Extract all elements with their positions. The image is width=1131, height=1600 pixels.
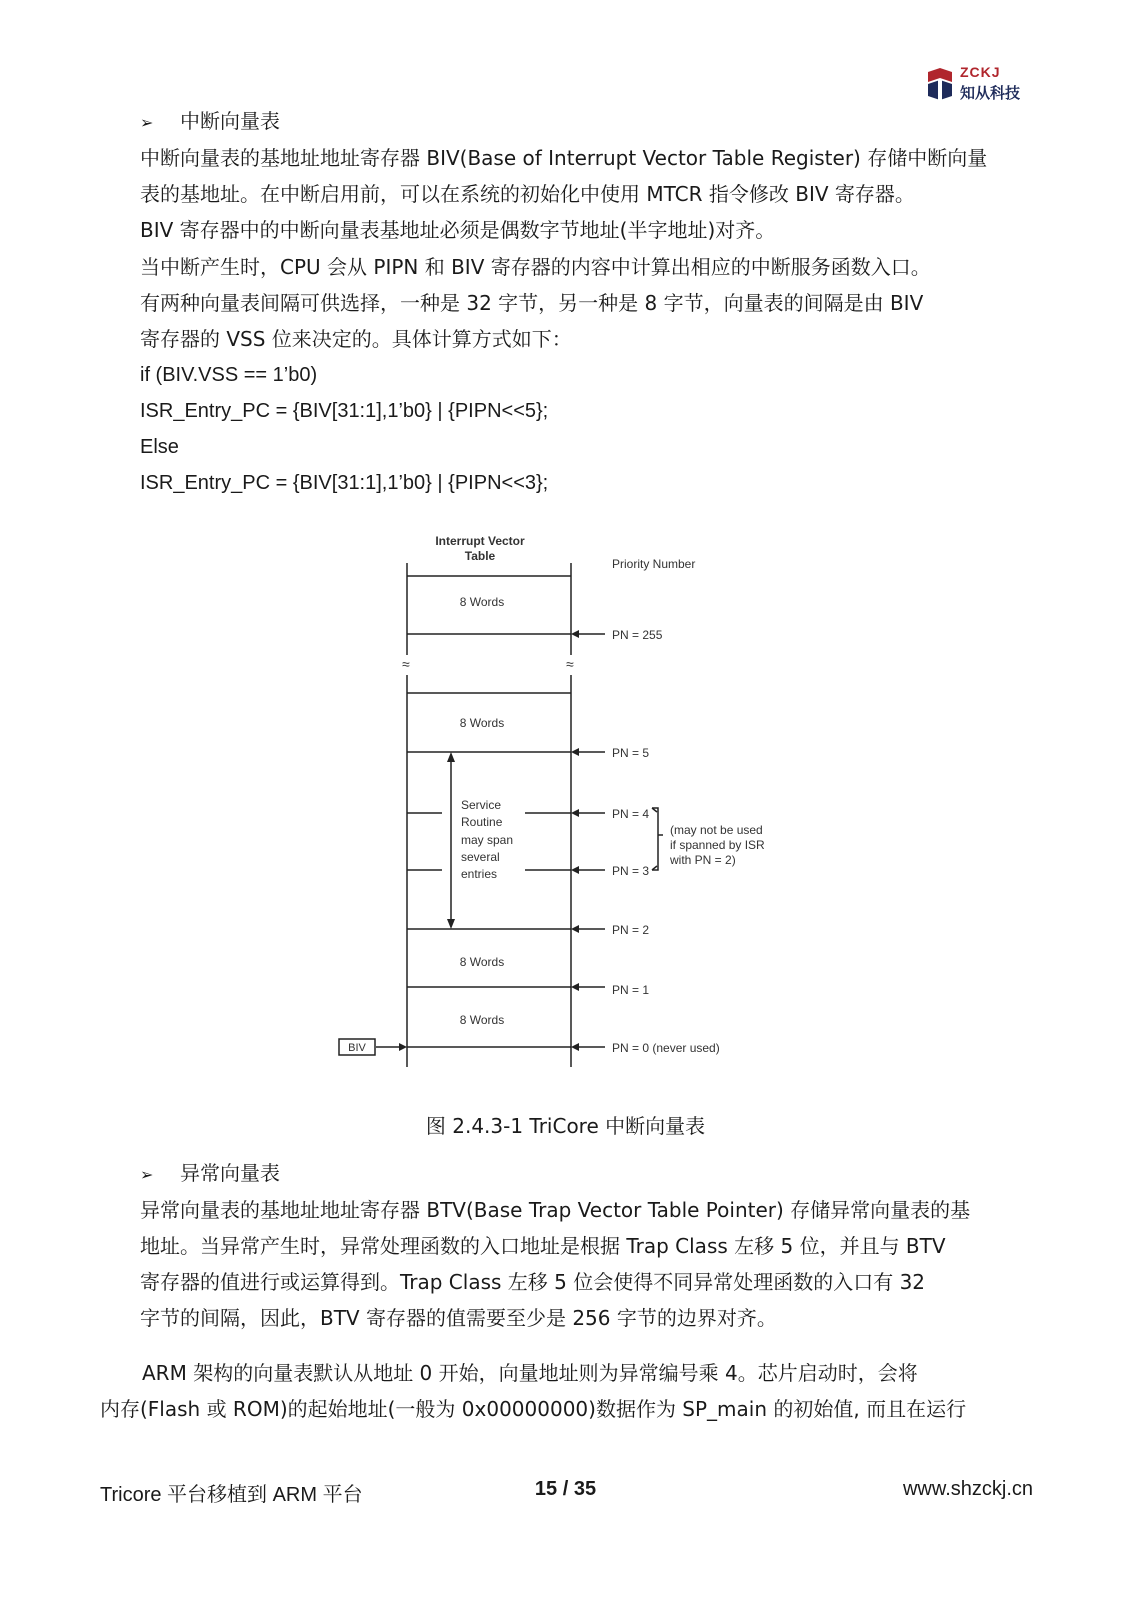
page-number: 15 / 35 xyxy=(534,1478,597,1500)
paragraph-line: 寄存器的值进行或运算得到。Trap Class 左移 5 位会使得不同异常处理函数的入口有 32 xyxy=(140,1270,926,1294)
service-text: entries xyxy=(461,867,498,881)
box-label: 8 Words xyxy=(459,955,505,969)
service-text: Service xyxy=(461,798,502,812)
box-label: 8 Words xyxy=(459,595,505,609)
pn-label: PN = 255 xyxy=(612,628,663,642)
pn-label: PN = 4 xyxy=(612,807,650,821)
footer-website-link[interactable]: www.shzckj.cn xyxy=(902,1478,1033,1500)
note-text: with PN = 2) xyxy=(670,853,736,867)
pn-label: PN = 0 (never used) xyxy=(612,1041,720,1055)
heading-text: 中断向量表 xyxy=(180,109,280,133)
figure-title-line2: Table xyxy=(464,549,496,563)
code-line: ISR_Entry_PC = {BIV[31:1],1’b0} | {PIPN<<5}; xyxy=(140,400,549,422)
break-mark-right-icon: ≈ xyxy=(566,656,574,672)
service-text: may span xyxy=(461,833,514,847)
bullet-arrow-icon: ➢ xyxy=(140,113,154,132)
footer-doc-title: Tricore 平台移植到 ARM 平台 xyxy=(100,1484,363,1506)
pn-label: PN = 5 xyxy=(612,746,650,760)
pn-label: PN = 2 xyxy=(612,923,650,937)
service-text: several xyxy=(461,850,500,864)
paragraph-line: 内存(Flash 或 ROM)的起始地址(一般为 0x00000000)数据作为 SP_main 的初始值, 而且在运行 xyxy=(100,1397,967,1421)
paragraph-line: 表的基地址。在中断启用前，可以在系统的初始化中使用 MTCR 指令修改 BIV 寄存器。 xyxy=(140,182,915,206)
paragraph-line: 当中断产生时，CPU 会从 PIPN 和 BIV 寄存器的内容中计算出相应的中断服务函数入口。 xyxy=(140,255,931,279)
figure-title-line1: Interrupt Vector xyxy=(435,534,525,548)
service-text: Routine xyxy=(461,815,503,829)
box-label: 8 Words xyxy=(459,1013,505,1027)
priority-number-header: Priority Number xyxy=(612,557,696,571)
pn-label: PN = 3 xyxy=(612,864,650,878)
pn-label: PN = 1 xyxy=(612,983,650,997)
paragraph-line: 有两种向量表间隔可供选择，一种是 32 字节，另一种是 8 字节，向量表的间隔是由 BIV xyxy=(140,291,924,315)
paragraph-line: ARM 架构的向量表默认从地址 0 开始，向量地址则为异常编号乘 4。芯片启动时，会将 xyxy=(142,1361,918,1385)
section-heading-exception-vector-table xyxy=(140,1155,280,1193)
note-text: if spanned by ISR xyxy=(670,838,765,852)
code-line: Else xyxy=(140,436,179,458)
figure-caption: 图 2.4.3-1 TriCore 中断向量表 xyxy=(425,1114,706,1138)
section-heading-interrupt-vector-table xyxy=(140,103,280,141)
paragraph-line: BIV 寄存器中的中断向量表基地址必须是偶数字节地址(半字地址)对齐。 xyxy=(140,218,776,242)
paragraph-line: 地址。当异常产生时，异常处理函数的入口地址是根据 Trap Class 左移 5 位，并且与 BTV xyxy=(140,1234,946,1258)
paragraph-line: 异常向量表的基地址地址寄存器 BTV(Base Trap Vector Table Pointer) 存储异常向量表的基 xyxy=(140,1198,971,1222)
code-line: ISR_Entry_PC = {BIV[31:1],1’b0} | {PIPN<<3}; xyxy=(140,472,549,494)
company-logo-icon xyxy=(926,68,954,104)
interrupt-vector-table-diagram xyxy=(330,530,810,1085)
paragraph-line: 字节的间隔，因此，BTV 寄存器的值需要至少是 256 字节的边界对齐。 xyxy=(140,1306,777,1330)
heading-text: 异常向量表 xyxy=(180,1161,280,1185)
code-line: if (BIV.VSS == 1’b0) xyxy=(140,364,318,386)
paragraph-line: 中断向量表的基地址地址寄存器 BIV(Base of Interrupt Vector Table Register) 存储中断向量 xyxy=(140,146,988,170)
bullet-arrow-icon: ➢ xyxy=(140,1165,154,1184)
break-mark-left-icon: ≈ xyxy=(402,656,410,672)
biv-label: BIV xyxy=(348,1042,366,1054)
logo-text-cn: 知从科技 xyxy=(960,84,1021,102)
logo-text-en: ZCKJ xyxy=(960,64,1001,80)
box-label: 8 Words xyxy=(459,716,505,730)
paragraph-line: 寄存器的 VSS 位来决定的。具体计算方式如下： xyxy=(140,327,572,351)
note-text: (may not be used xyxy=(670,823,763,837)
